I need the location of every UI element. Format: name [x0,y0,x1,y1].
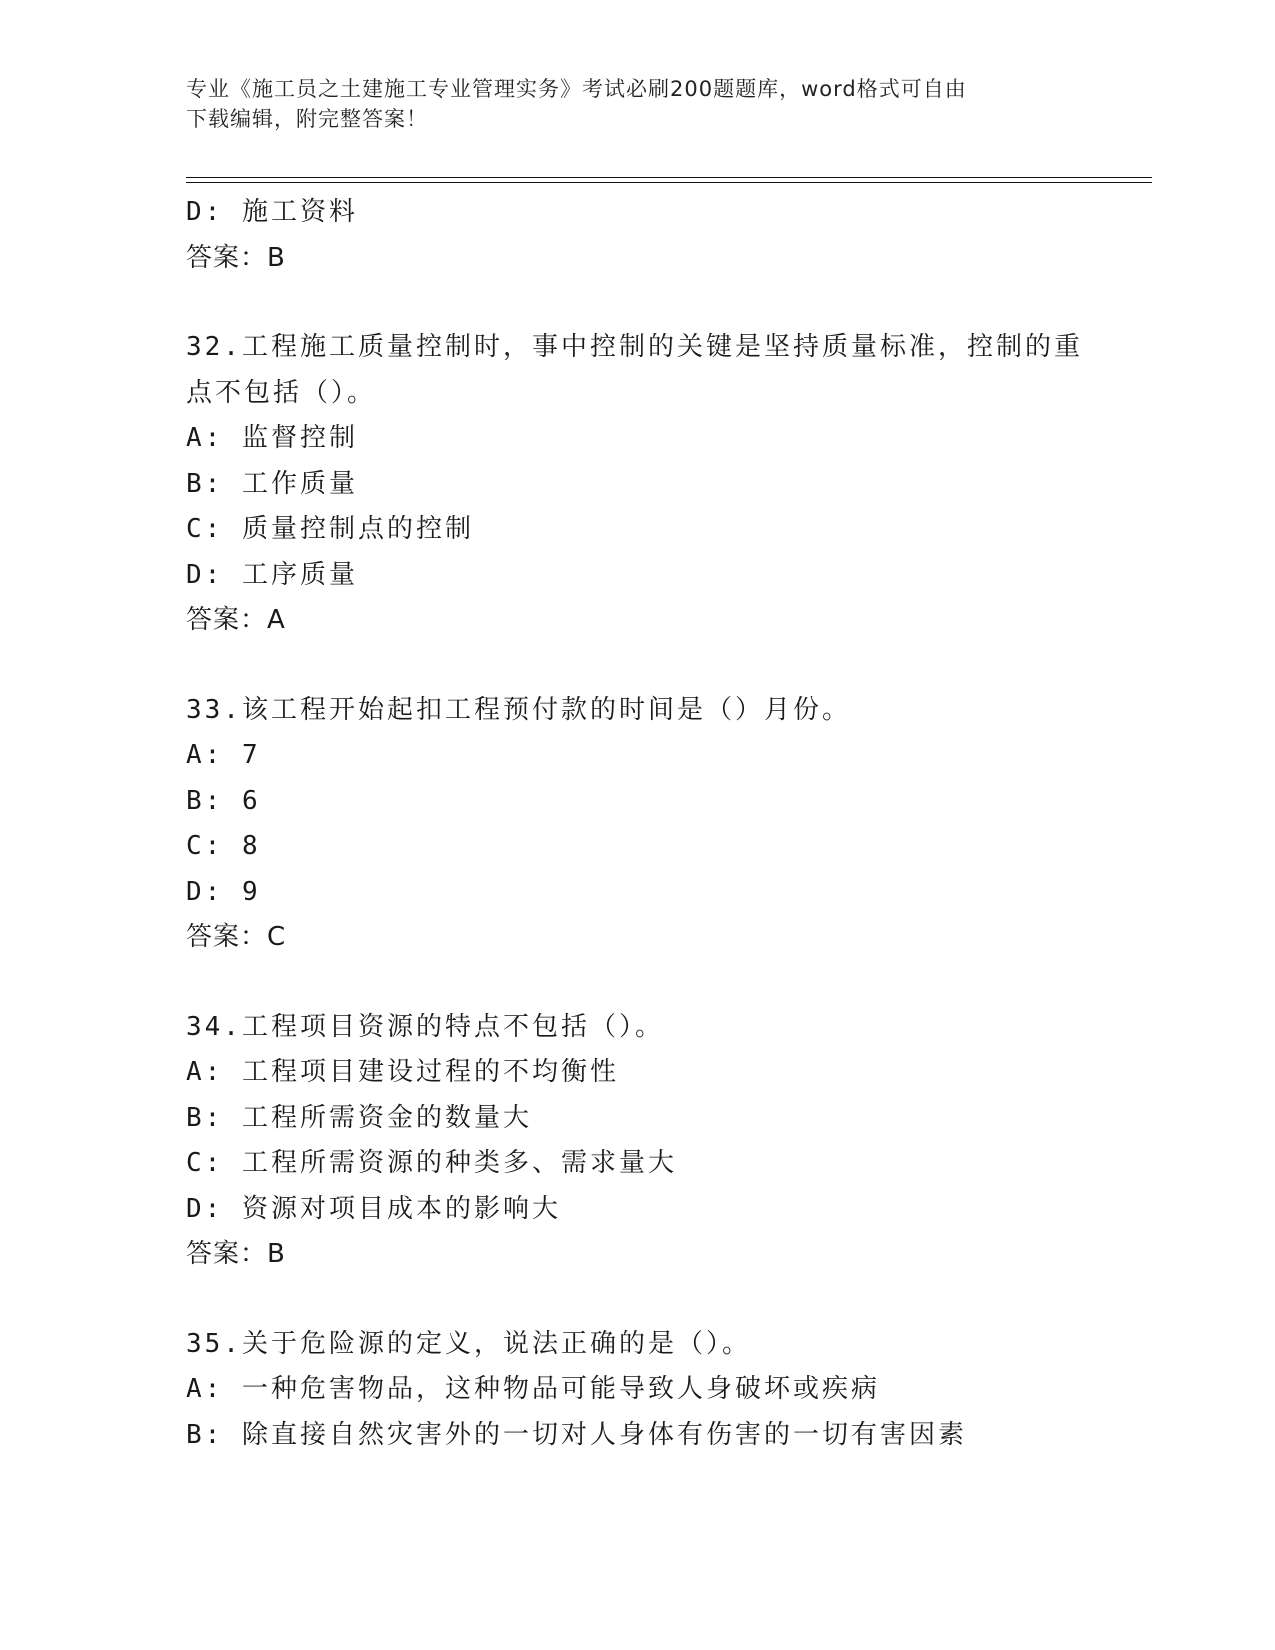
option-c: C: 工程所需资源的种类多、需求量大 [186,1148,677,1178]
header-line-1: 专业《施工员之土建施工专业管理实务》考试必刷200题题库，word格式可自由 [186,77,967,101]
option-b: B: 工作质量 [186,468,358,499]
option-d: D: 施工资料 [186,197,358,227]
question-stem: 35.关于危险源的定义，说法正确的是（）。 [186,1328,751,1359]
question-stem-continued: 点不包括（）。 [186,377,377,408]
option-d: D: 资源对项目成本的影响大 [186,1193,561,1224]
header-rule-bottom [186,182,1152,183]
question-34 [186,1005,1146,1278]
answer-line: 答案：B [186,242,286,273]
spacer [186,961,1146,1005]
question-list [186,190,1146,1458]
option-a: A: 监督控制 [186,423,358,453]
option-c: C: 质量控制点的控制 [186,514,474,544]
option-c: C: 8 [186,831,261,861]
header-line-2: 下载编辑，附完整答案！ [186,107,428,131]
option-a: A: 7 [186,740,261,770]
option-a: A: 工程项目建设过程的不均衡性 [186,1057,619,1087]
answer-line: 答案：B [186,1239,286,1269]
question-stem: 33.该工程开始起扣工程预付款的时间是（）月份。 [186,694,851,725]
question-35 [186,1322,1146,1459]
spacer [186,644,1146,688]
option-d: D: 9 [186,876,261,907]
question-32 [186,325,1146,644]
spacer [186,1278,1146,1322]
spacer [186,281,1146,325]
answer-line: 答案：A [186,605,286,635]
question-33 [186,688,1146,961]
option-b: B: 工程所需资金的数量大 [186,1102,532,1133]
option-b: B: 6 [186,785,261,816]
option-d: D: 工序质量 [186,559,358,590]
question-stem: 32.工程施工质量控制时，事中控制的关键是坚持质量标准，控制的重 [186,332,1083,362]
document-header [186,74,1066,134]
option-b: B: 除直接自然灾害外的一切对人身体有伤害的一切有害因素 [186,1419,967,1450]
answer-line: 答案：C [186,922,287,952]
header-rule-top [186,177,1152,178]
option-a: A: 一种危害物品，这种物品可能导致人身破坏或疾病 [186,1374,880,1404]
question-stem: 34.工程项目资源的特点不包括（）。 [186,1011,664,1042]
